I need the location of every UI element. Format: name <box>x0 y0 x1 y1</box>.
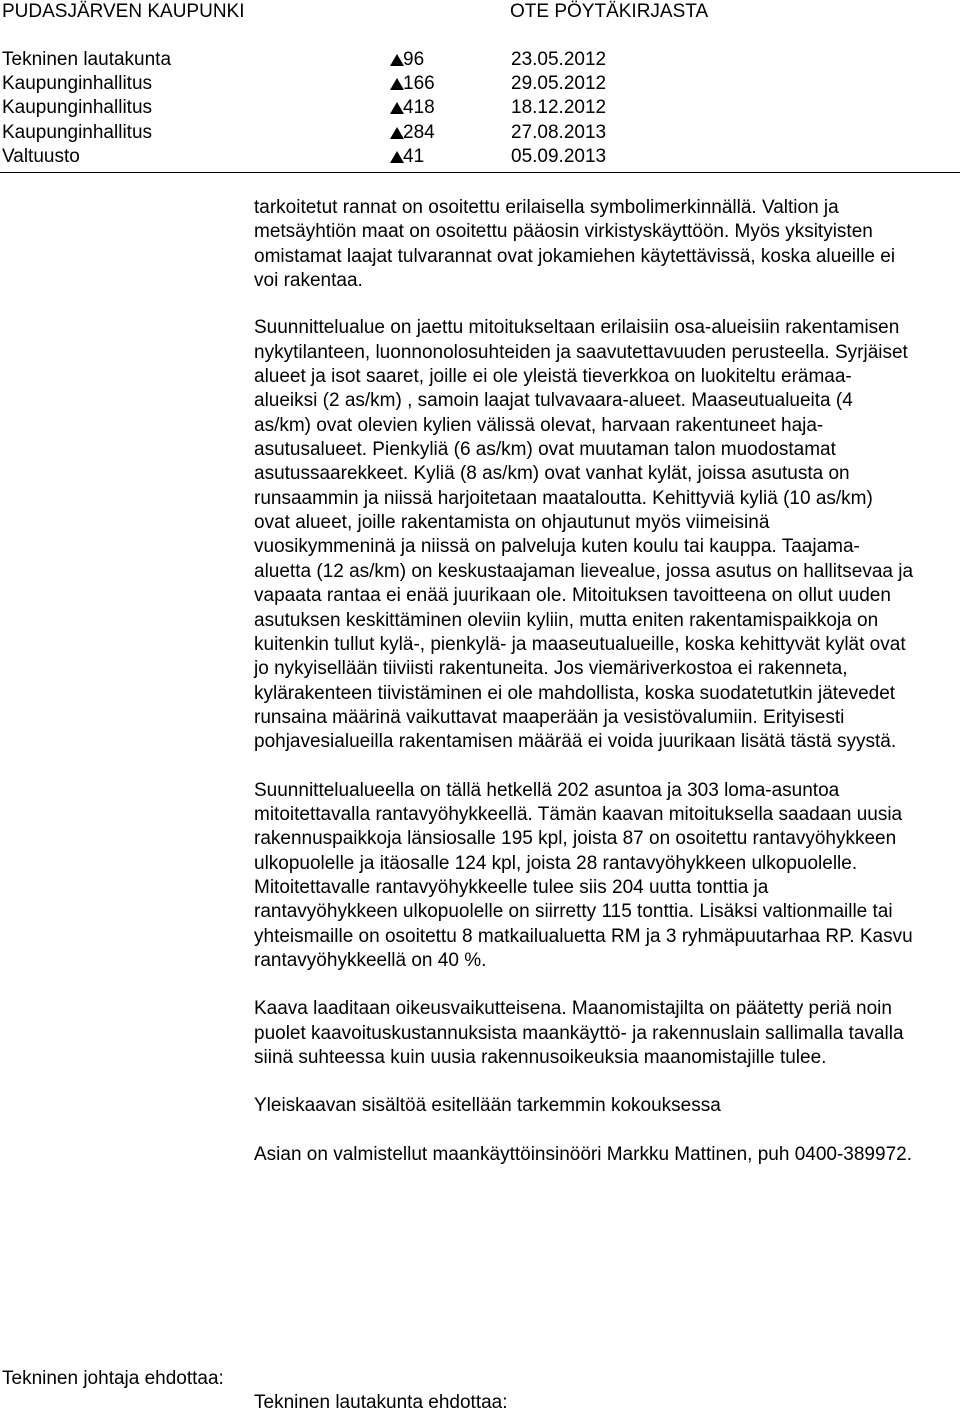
decision-body: Valtuusto <box>2 145 80 167</box>
meeting-date: 18.12.2012 <box>511 97 607 119</box>
section-number: 166 <box>403 73 435 95</box>
decision-body: Kaupunginhallitus <box>2 97 153 119</box>
document-body <box>254 196 914 1191</box>
paragraph-preparer: Asian on valmistellut maankäyttöinsinööri Markku Mattinen, puh 0400-389972. <box>254 1143 912 1165</box>
technical-board-proposal-label: Tekninen lautakunta ehdottaa: <box>254 1392 508 1413</box>
paragraph-legal-effect: Kaava laaditaan oikeusvaikutteisena. Maanomistajilta on päätetty periä noin puolet kaavoituskustannuksista maankäyttö- ja rakennuslain sallimalla tavalla siinä suhteessa kuin uusia rakennusoikeuksia maanomistajille tulee. <box>254 998 904 1068</box>
paragraph-presentation: Yleiskaavan sisältöä esitellään tarkemmin kokouksessa <box>254 1095 721 1117</box>
section-number: 96 <box>403 49 425 70</box>
decision-body: Tekninen lautakunta <box>2 49 172 70</box>
minutes-references <box>2 48 960 169</box>
section-sign-icon <box>390 151 404 163</box>
meeting-date: 05.09.2013 <box>511 145 607 167</box>
header-divider <box>0 172 960 173</box>
minutes-row <box>2 145 960 169</box>
section-sign-icon <box>390 127 404 139</box>
decision-body: Kaupunginhallitus <box>2 121 153 143</box>
minutes-row <box>2 121 960 145</box>
section-number: 41 <box>403 145 425 167</box>
section-number: 418 <box>403 97 435 119</box>
municipality-name: PUDASJÄRVEN KAUPUNKI <box>2 1 245 22</box>
section-sign-icon <box>390 102 404 114</box>
document-type: OTE PÖYTÄKIRJASTA <box>510 1 709 22</box>
meeting-date: 29.05.2012 <box>511 73 607 95</box>
section-sign-icon <box>390 54 404 66</box>
technical-director-proposal-label: Tekninen johtaja ehdottaa: <box>2 1368 224 1389</box>
section-number: 284 <box>403 121 435 143</box>
paragraph-sub-areas: Suunnittelualue on jaettu mitoitukseltaan erilaisiin osa-alueisiin rakentamisen nykytilanteen, luonnonolosuhteiden ja saavutettavuuden perusteella. Syrjäiset alueet ja isot saaret, joille ei ole yleistä tieverkkoa on luokiteltu erämaa-alueiksi (2 as/km) , samoin laajat tulvavaara-alueet. Maaseutualueita (4 as/km) ovat olevien kylien välissä olevat, harvaan rakentuneet haja-asutusalueet. Pienkyliä (6 as/km) ovat muutaman talon muodostamat asutussaarekkeet. Kyliä (8 as/km) ovat vanhat kylät, joissa asutusta on runsaammin ja niissä harjoitetaan maataloutta. Kehittyviä kyliä (10 as/km) ovat alueet, joille rakentamista on ohjautunut myös viimeisinä vuosikymmeninä ja niissä on palveluja kuten koulu tai kauppa. Taajama-aluetta (12 as/km) on keskustaajaman lievealue, jossa asutus on hallitsevaa ja vapaata rantaa ei enää juurikaan ole. Mitoituksen tavoitteena on ollut uuden asutuksen keskittäminen oleviin kyliin, mutta eniten rakentamispaikkoja on kuitenkin tullut kylä-, pienkylä- ja maaseutualueille, koska kehittyvät kylät ovat jo nykyisellään tiiviisti rakentuneita. Jos viemäriverkostoa ei rakenneta, kylärakenteen tiivistäminen ei ole mahdollista, koska suodatetutkin jätevedet runsaina määrinä vaikuttavat maaperään ja vesistövalumiin. Erityisesti pohjavesialueilla rakentamisen määrää ei voida juurikaan lisätä tästä syystä. <box>254 317 914 753</box>
minutes-row <box>2 96 960 120</box>
meeting-date: 27.08.2013 <box>511 121 607 143</box>
paragraph-dwellings: Suunnittelualueella on tällä hetkellä 202 asuntoa ja 303 loma-asuntoa mitoitettavalla rantavyöhykkeellä. Tämän kaavan mitoituksella saadaan uusia rakennuspaikkoja länsiosalle 195 kpl, joista 87 on osoitettu rantavyöhykkeen ulkopuolelle ja itäosalle 124 kpl, joista 28 rantavyöhykkeen ulkopuolelle. Mitoitettavalle rantavyöhykkeelle tulee siis 204 uutta tonttia ja rantavyöhykkeen ulkopuolelle on siirretty 115 tonttia. Lisäksi valtionmaille tai yhteismaille on osoitettu 8 matkailualuetta RM ja 3 ryhmäpuutarhaa RP. Kasvu rantavyöhykkeellä on 40 %. <box>254 779 913 971</box>
minutes-row <box>2 48 960 72</box>
minutes-row <box>2 72 960 96</box>
meeting-date: 23.05.2012 <box>511 49 607 70</box>
paragraph-shore-designations: tarkoitetut rannat on osoitettu erilaisella symbolimerkinnällä. Valtion ja metsäyhtiön maat on osoitettu pääosin virkistyskäyttöön. Myös yksityisten omistamat laajat tulvarannat ovat jokamiehen käytettävissä, koska alueille ei voi rakentaa. <box>254 197 896 292</box>
decision-body: Kaupunginhallitus <box>2 73 153 95</box>
section-sign-icon <box>390 78 404 90</box>
